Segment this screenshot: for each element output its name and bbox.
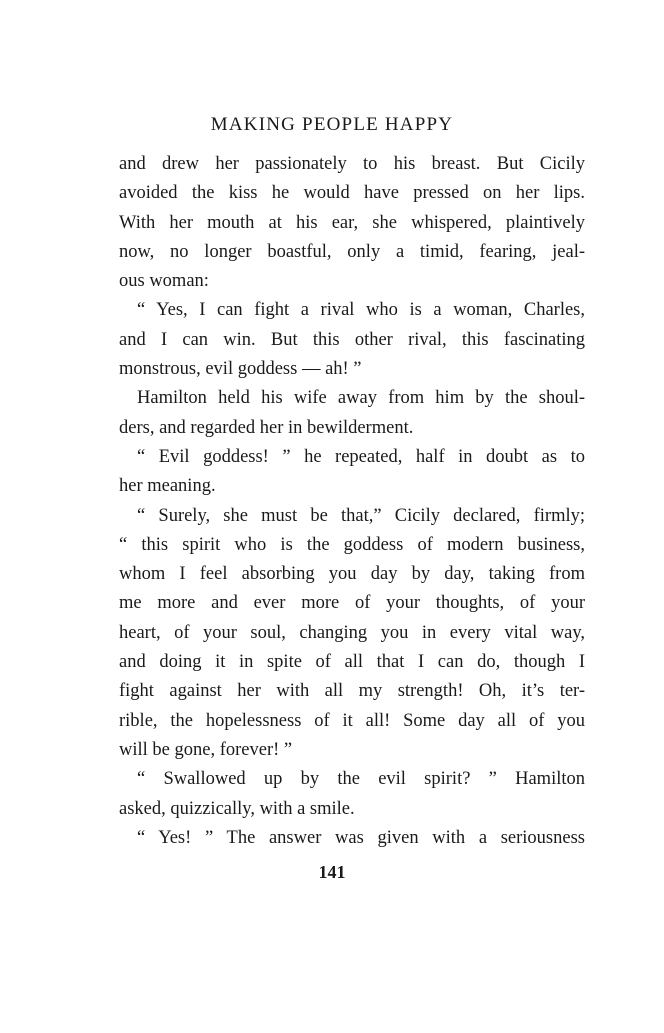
text-line: whom I feel absorbing you day by day, taking from (119, 564, 585, 585)
text-line: With her mouth at his ear, she whispered, plaintively (119, 212, 585, 233)
text-line: rible, the hopelessness of it all! Some day all of you (119, 710, 585, 731)
text-line: her meaning. (119, 476, 216, 497)
text-line: “ this spirit who is the goddess of modern business, (119, 534, 585, 555)
body-text (119, 150, 585, 853)
text-line: and doing it in spite of all that I can do, though I (119, 652, 585, 673)
text-line: heart, of your soul, changing you in every vital way, (119, 622, 585, 643)
running-head: MAKING PEOPLE HAPPY (210, 114, 454, 135)
text-line: ders, and regarded her in bewilderment. (119, 417, 414, 438)
text-line: will be gone, forever! ” (119, 739, 293, 760)
text-line: and drew her passionately to his breast. But Cicily (119, 154, 585, 174)
text-line: monstrous, evil goddess — ah! ” (119, 359, 362, 380)
text-line: Hamilton held his wife away from him by the shoul- (137, 388, 585, 409)
text-line: “ Yes, I can fight a rival who is a woman, Charles, (137, 300, 585, 321)
text-line: “ Evil goddess! ” he repeated, half in doubt as to (137, 446, 585, 467)
text-line: ous woman: (119, 271, 209, 292)
page-number: 141 (318, 862, 346, 882)
text-line: asked, quizzically, with a smile. (119, 798, 355, 819)
text-line: avoided the kiss he would have pressed on her lips. (119, 183, 585, 204)
text-line: me more and ever more of your thoughts, of your (119, 593, 585, 614)
text-line: fight against her with all my strength! Oh, it’s ter- (119, 681, 585, 702)
text-line: “ Yes! ” The answer was given with a seriousness (137, 827, 585, 848)
text-line: and I can win. But this other rival, this fascinating (119, 329, 585, 350)
text-line: “ Swallowed up by the evil spirit? ” Hamilton (137, 769, 585, 790)
text-line: “ Surely, she must be that,” Cicily declared, firmly; (137, 505, 585, 526)
text-line: now, no longer boastful, only a timid, fearing, jeal- (119, 241, 585, 262)
